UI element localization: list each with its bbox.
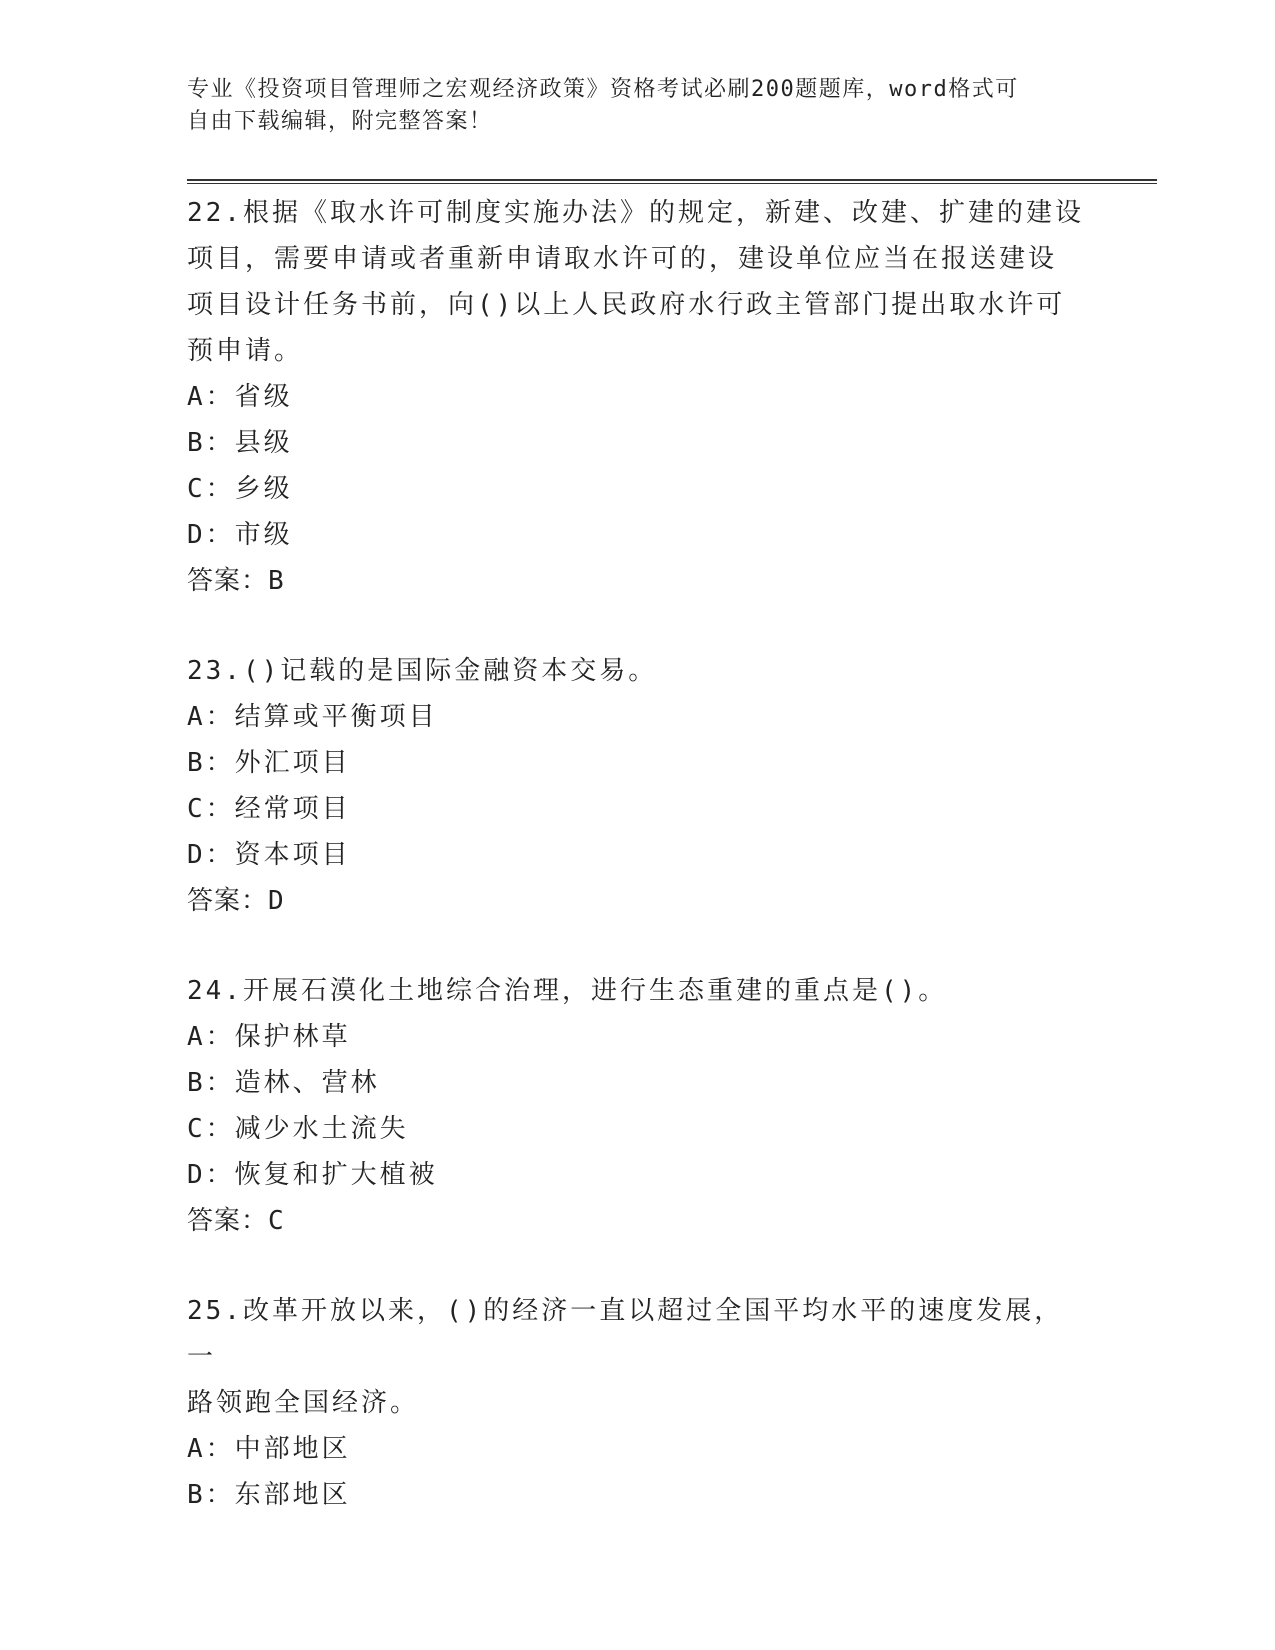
answer-line: 答案：D [187, 886, 285, 916]
question-text-line: 25.改革开放以来，()的经济一直以超过全国平均水平的速度发展，一 [187, 1296, 1064, 1372]
question-text-line: 预申请。 [187, 336, 304, 366]
document-page [187, 0, 1157, 1650]
option-a: A：省级 [187, 382, 293, 412]
spacer [187, 1244, 1087, 1288]
option-a: A：保护林草 [187, 1022, 351, 1052]
option-c: C：减少水土流失 [187, 1114, 409, 1144]
question-text-line: 路领跑全国经济。 [187, 1388, 420, 1418]
option-a: A：中部地区 [187, 1434, 351, 1464]
question-text-line: 项目，需要申请或者重新申请取水许可的，建设单位应当在报送建设 [187, 244, 1058, 274]
header-line-2: 自由下载编辑，附完整答案！ [187, 109, 493, 134]
question-25 [187, 1288, 1087, 1518]
option-b: B：县级 [187, 428, 293, 458]
spacer [187, 604, 1087, 648]
option-d: D：恢复和扩大植被 [187, 1160, 438, 1190]
document-header [187, 74, 1067, 138]
header-line-1: 专业《投资项目管理师之宏观经济政策》资格考试必刷200题题库，word格式可 [187, 77, 1019, 102]
question-22 [187, 190, 1087, 604]
question-23 [187, 648, 1087, 924]
option-a: A：结算或平衡项目 [187, 702, 438, 732]
option-d: D：资本项目 [187, 840, 351, 870]
spacer [187, 924, 1087, 968]
question-text-line: 22.根据《取水许可制度实施办法》的规定，新建、改建、扩建的建设 [187, 198, 1084, 228]
option-d: D：市级 [187, 520, 293, 550]
question-list [187, 190, 1087, 1518]
option-c: C：经常项目 [187, 794, 351, 824]
answer-line: 答案：B [187, 566, 285, 596]
question-24 [187, 968, 1087, 1244]
option-b: B：外汇项目 [187, 748, 351, 778]
option-c: C：乡级 [187, 474, 293, 504]
question-text-line: 23.()记载的是国际金融资本交易。 [187, 656, 658, 686]
option-b: B：东部地区 [187, 1480, 351, 1510]
header-divider [187, 179, 1157, 184]
question-text-line: 24.开展石漠化土地综合治理，进行生态重建的重点是()。 [187, 976, 948, 1006]
answer-line: 答案：C [187, 1206, 285, 1236]
question-text-line: 项目设计任务书前，向()以上人民政府水行政主管部门提出取水许可 [187, 290, 1066, 320]
option-b: B：造林、营林 [187, 1068, 380, 1098]
